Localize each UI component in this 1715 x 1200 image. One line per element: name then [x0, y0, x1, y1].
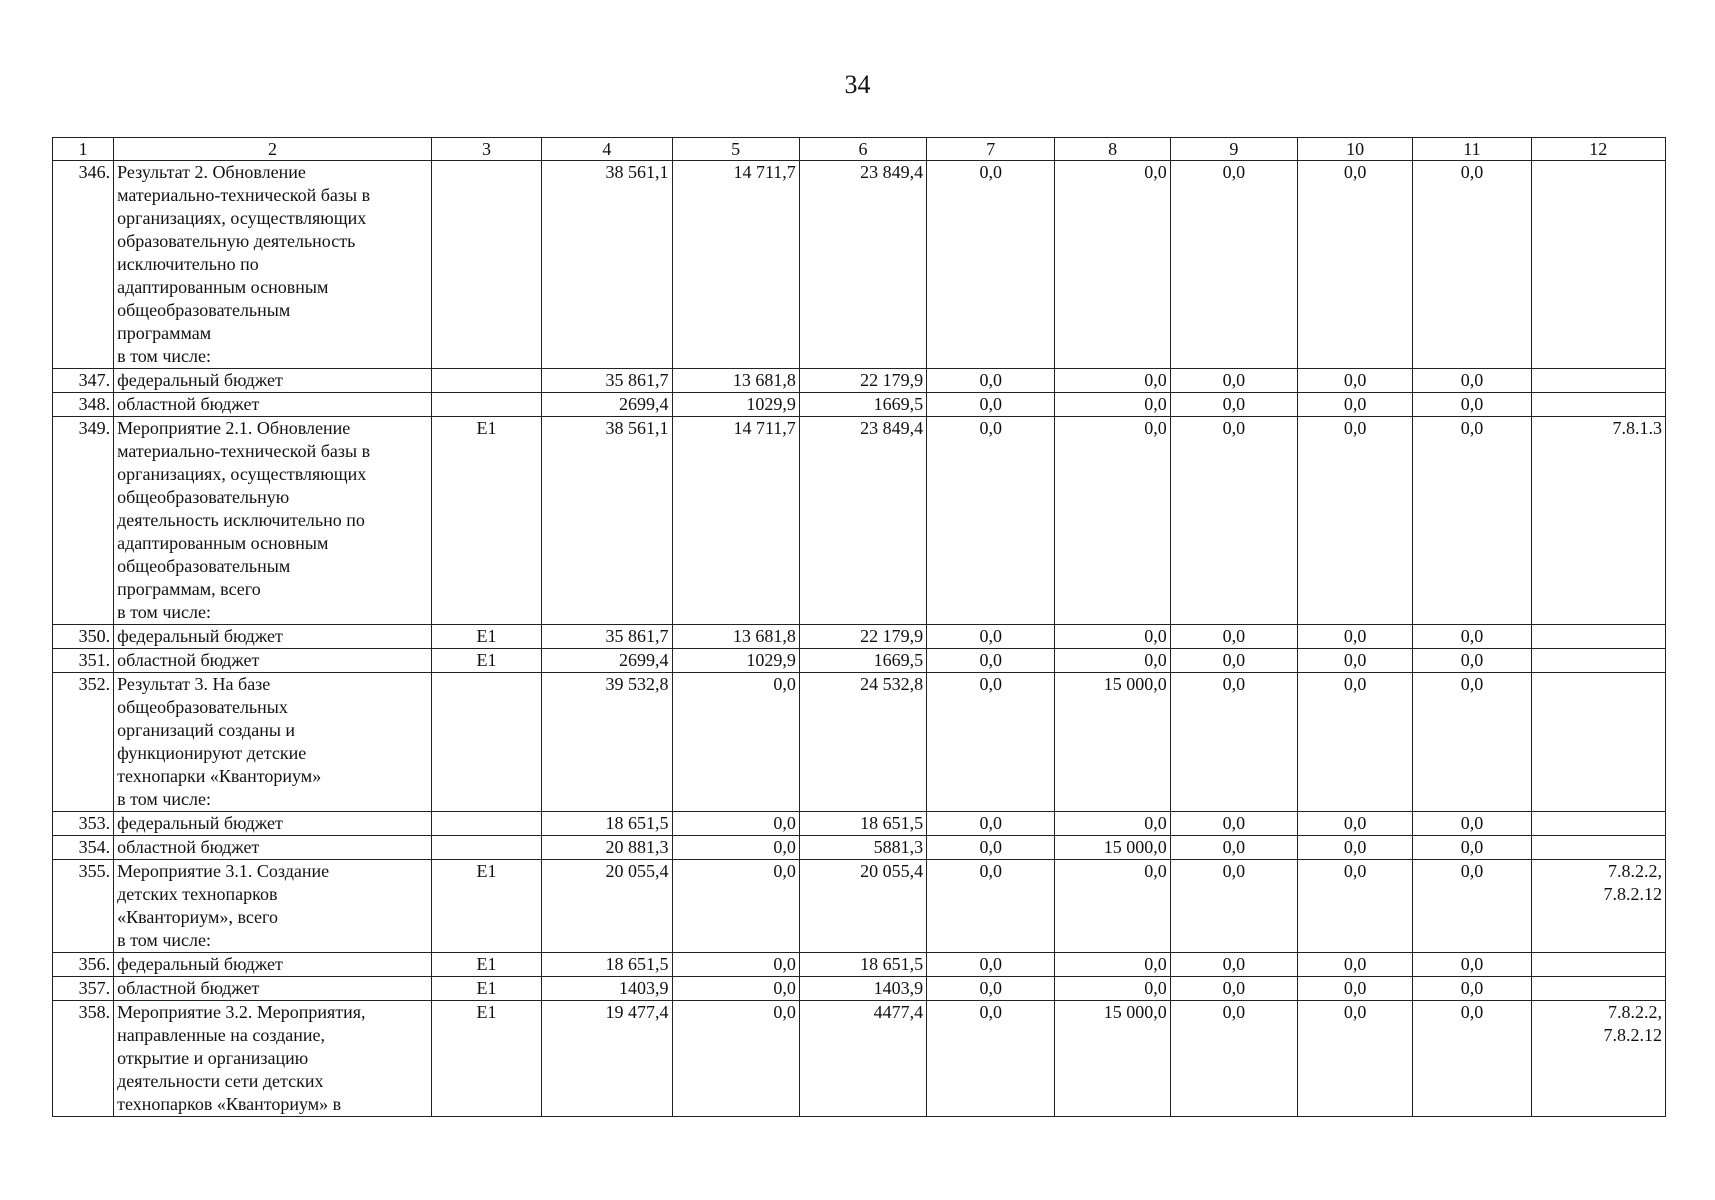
year-cell: 1669,5: [799, 393, 926, 417]
budget-table: [52, 137, 1666, 1117]
header-cell: 3: [431, 138, 541, 161]
year-cell: 0,0: [1170, 860, 1297, 953]
total-cell: 2699,4: [542, 393, 672, 417]
year-cell: 1029,9: [672, 393, 799, 417]
total-cell: 18 651,5: [542, 953, 672, 977]
table-row: [53, 369, 1666, 393]
code-cell: Е1: [431, 977, 541, 1001]
year-cell: 0,0: [927, 836, 1055, 860]
year-cell: 0,0: [1413, 369, 1531, 393]
year-cell: 0,0: [1170, 649, 1297, 673]
year-cell: 0,0: [1298, 625, 1413, 649]
row-number-cell: 346.: [53, 161, 114, 369]
table-row: [53, 417, 1666, 625]
code-cell: Е1: [431, 625, 541, 649]
year-cell: 0,0: [1170, 161, 1297, 369]
row-name-cell: федеральный бюджет: [114, 953, 432, 977]
year-cell: 15 000,0: [1055, 1001, 1170, 1117]
row-number-cell: 357.: [53, 977, 114, 1001]
code-cell: [431, 161, 541, 369]
year-cell: 13 681,8: [672, 369, 799, 393]
indicator-cell: [1531, 953, 1665, 977]
year-cell: 0,0: [927, 161, 1055, 369]
year-cell: 23 849,4: [799, 417, 926, 625]
indicator-cell: 7.8.2.2, 7.8.2.12: [1531, 1001, 1665, 1117]
year-cell: 1403,9: [799, 977, 926, 1001]
table-row: [53, 393, 1666, 417]
row-number-cell: 358.: [53, 1001, 114, 1117]
year-cell: 0,0: [927, 649, 1055, 673]
year-cell: 0,0: [1055, 953, 1170, 977]
year-cell: 0,0: [1298, 417, 1413, 625]
row-name-cell: Результат 3. На базе общеобразовательных организаций созданы и функционируют детские технопарки «Кванториум» в том числе:: [114, 673, 432, 812]
year-cell: 0,0: [672, 1001, 799, 1117]
year-cell: 0,0: [1413, 649, 1531, 673]
year-cell: 0,0: [1413, 625, 1531, 649]
header-cell: 9: [1170, 138, 1297, 161]
header-cell: 4: [542, 138, 672, 161]
code-cell: [431, 812, 541, 836]
year-cell: 0,0: [927, 1001, 1055, 1117]
year-cell: 0,0: [672, 953, 799, 977]
table-row: [53, 649, 1666, 673]
table-row: [53, 161, 1666, 369]
indicator-cell: [1531, 625, 1665, 649]
header-cell: 12: [1531, 138, 1665, 161]
row-name-cell: областной бюджет: [114, 649, 432, 673]
year-cell: 0,0: [1055, 161, 1170, 369]
header-row: [53, 138, 1666, 161]
header-cell: 1: [53, 138, 114, 161]
table-row: [53, 1001, 1666, 1117]
year-cell: 15 000,0: [1055, 673, 1170, 812]
year-cell: 0,0: [1413, 417, 1531, 625]
year-cell: 0,0: [1298, 393, 1413, 417]
year-cell: 5881,3: [799, 836, 926, 860]
year-cell: 0,0: [1413, 161, 1531, 369]
year-cell: 14 711,7: [672, 417, 799, 625]
year-cell: 0,0: [1413, 836, 1531, 860]
row-name-cell: федеральный бюджет: [114, 812, 432, 836]
year-cell: 1029,9: [672, 649, 799, 673]
year-cell: 0,0: [1298, 673, 1413, 812]
year-cell: 15 000,0: [1055, 836, 1170, 860]
year-cell: 14 711,7: [672, 161, 799, 369]
indicator-cell: [1531, 649, 1665, 673]
table-row: [53, 953, 1666, 977]
header-cell: 8: [1055, 138, 1170, 161]
year-cell: 0,0: [1055, 860, 1170, 953]
year-cell: 0,0: [1298, 369, 1413, 393]
code-cell: Е1: [431, 417, 541, 625]
row-number-cell: 355.: [53, 860, 114, 953]
year-cell: 23 849,4: [799, 161, 926, 369]
indicator-cell: [1531, 836, 1665, 860]
indicator-cell: [1531, 673, 1665, 812]
year-cell: 0,0: [1413, 953, 1531, 977]
indicator-cell: [1531, 369, 1665, 393]
total-cell: 35 861,7: [542, 625, 672, 649]
year-cell: 0,0: [1413, 1001, 1531, 1117]
year-cell: 0,0: [1413, 673, 1531, 812]
total-cell: 20 881,3: [542, 836, 672, 860]
row-name-cell: Мероприятие 3.1. Создание детских технопарков «Кванториум», всего в том числе:: [114, 860, 432, 953]
year-cell: 0,0: [672, 673, 799, 812]
total-cell: 1403,9: [542, 977, 672, 1001]
page-number: 34: [844, 70, 871, 99]
row-number-cell: 349.: [53, 417, 114, 625]
table-row: [53, 673, 1666, 812]
row-number-cell: 348.: [53, 393, 114, 417]
table-header: [53, 138, 1666, 161]
year-cell: 18 651,5: [799, 953, 926, 977]
code-cell: Е1: [431, 1001, 541, 1117]
year-cell: 0,0: [1170, 417, 1297, 625]
total-cell: 35 861,7: [542, 369, 672, 393]
year-cell: 22 179,9: [799, 369, 926, 393]
header-cell: 6: [799, 138, 926, 161]
year-cell: 0,0: [927, 953, 1055, 977]
row-name-cell: областной бюджет: [114, 393, 432, 417]
row-number-cell: 347.: [53, 369, 114, 393]
table-body: [53, 161, 1666, 1117]
header-cell: 5: [672, 138, 799, 161]
year-cell: 13 681,8: [672, 625, 799, 649]
total-cell: 39 532,8: [542, 673, 672, 812]
code-cell: [431, 836, 541, 860]
row-name-cell: федеральный бюджет: [114, 369, 432, 393]
year-cell: 22 179,9: [799, 625, 926, 649]
total-cell: 18 651,5: [542, 812, 672, 836]
year-cell: 0,0: [672, 812, 799, 836]
row-name-cell: федеральный бюджет: [114, 625, 432, 649]
year-cell: 0,0: [1055, 812, 1170, 836]
code-cell: [431, 393, 541, 417]
code-cell: Е1: [431, 649, 541, 673]
year-cell: 0,0: [1170, 625, 1297, 649]
year-cell: 0,0: [1298, 1001, 1413, 1117]
row-number-cell: 351.: [53, 649, 114, 673]
year-cell: 0,0: [927, 673, 1055, 812]
year-cell: 0,0: [927, 812, 1055, 836]
year-cell: 0,0: [1170, 369, 1297, 393]
indicator-cell: [1531, 812, 1665, 836]
indicator-cell: 7.8.1.3: [1531, 417, 1665, 625]
row-number-cell: 353.: [53, 812, 114, 836]
header-cell: 2: [114, 138, 432, 161]
year-cell: 0,0: [672, 977, 799, 1001]
year-cell: 0,0: [1298, 953, 1413, 977]
year-cell: 0,0: [1413, 393, 1531, 417]
year-cell: 0,0: [1170, 953, 1297, 977]
year-cell: 0,0: [1055, 977, 1170, 1001]
year-cell: 0,0: [927, 417, 1055, 625]
year-cell: 0,0: [1298, 860, 1413, 953]
year-cell: 0,0: [927, 977, 1055, 1001]
total-cell: 38 561,1: [542, 417, 672, 625]
year-cell: 0,0: [1170, 393, 1297, 417]
row-name-cell: Мероприятие 2.1. Обновление материально-технической базы в организациях, осуществляющих общеобразовательную деятельность исключительно по адаптированным основным общеобразовательным программам, всего в том числе:: [114, 417, 432, 625]
year-cell: 0,0: [1055, 625, 1170, 649]
year-cell: 4477,4: [799, 1001, 926, 1117]
header-cell: 11: [1413, 138, 1531, 161]
year-cell: 0,0: [1055, 393, 1170, 417]
total-cell: 2699,4: [542, 649, 672, 673]
year-cell: 0,0: [672, 860, 799, 953]
year-cell: 20 055,4: [799, 860, 926, 953]
year-cell: 0,0: [927, 369, 1055, 393]
year-cell: 0,0: [1298, 977, 1413, 1001]
row-number-cell: 350.: [53, 625, 114, 649]
year-cell: 0,0: [927, 860, 1055, 953]
row-name-cell: областной бюджет: [114, 977, 432, 1001]
year-cell: 0,0: [1170, 1001, 1297, 1117]
year-cell: 0,0: [1413, 860, 1531, 953]
code-cell: Е1: [431, 860, 541, 953]
year-cell: 0,0: [1055, 417, 1170, 625]
indicator-cell: [1531, 393, 1665, 417]
table-row: [53, 625, 1666, 649]
year-cell: 0,0: [1170, 812, 1297, 836]
total-cell: 38 561,1: [542, 161, 672, 369]
year-cell: 1669,5: [799, 649, 926, 673]
year-cell: 0,0: [1298, 812, 1413, 836]
table-row: [53, 977, 1666, 1001]
year-cell: 0,0: [1298, 649, 1413, 673]
row-name-cell: областной бюджет: [114, 836, 432, 860]
row-name-cell: Результат 2. Обновление материально-технической базы в организациях, осуществляющих образовательную деятельность исключительно по адаптированным основным общеобразовательным программам в том числе:: [114, 161, 432, 369]
year-cell: 0,0: [927, 625, 1055, 649]
year-cell: 0,0: [1170, 673, 1297, 812]
year-cell: 24 532,8: [799, 673, 926, 812]
code-cell: Е1: [431, 953, 541, 977]
code-cell: [431, 369, 541, 393]
year-cell: 0,0: [1170, 977, 1297, 1001]
year-cell: 0,0: [1413, 812, 1531, 836]
indicator-cell: [1531, 977, 1665, 1001]
year-cell: 0,0: [1055, 649, 1170, 673]
row-name-cell: Мероприятие 3.2. Мероприятия, направленные на создание, открытие и организацию деятельности сети детских технопарков «Кванториум» в: [114, 1001, 432, 1117]
row-number-cell: 356.: [53, 953, 114, 977]
year-cell: 0,0: [1055, 369, 1170, 393]
header-cell: 7: [927, 138, 1055, 161]
year-cell: 0,0: [1170, 836, 1297, 860]
total-cell: 19 477,4: [542, 1001, 672, 1117]
row-number-cell: 354.: [53, 836, 114, 860]
year-cell: 0,0: [1298, 836, 1413, 860]
indicator-cell: [1531, 161, 1665, 369]
year-cell: 0,0: [927, 393, 1055, 417]
table-row: [53, 812, 1666, 836]
header-cell: 10: [1298, 138, 1413, 161]
year-cell: 0,0: [1413, 977, 1531, 1001]
indicator-cell: 7.8.2.2, 7.8.2.12: [1531, 860, 1665, 953]
row-number-cell: 352.: [53, 673, 114, 812]
year-cell: 18 651,5: [799, 812, 926, 836]
code-cell: [431, 673, 541, 812]
year-cell: 0,0: [1298, 161, 1413, 369]
table-row: [53, 860, 1666, 953]
total-cell: 20 055,4: [542, 860, 672, 953]
table-row: [53, 836, 1666, 860]
year-cell: 0,0: [672, 836, 799, 860]
